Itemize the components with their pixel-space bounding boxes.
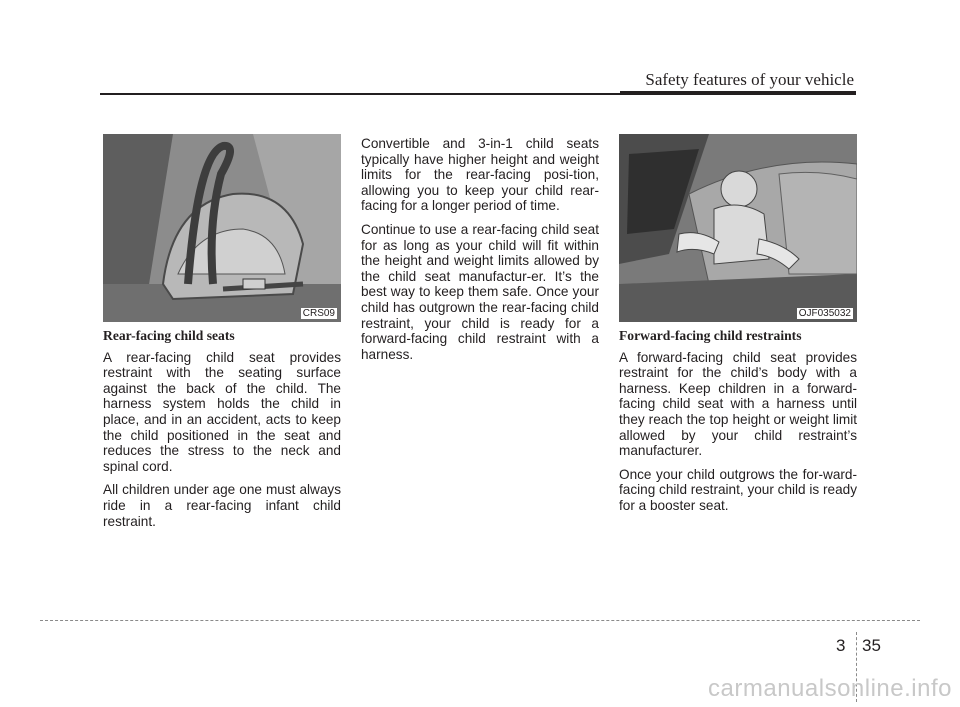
paragraph: All children under age one must always ride in a rear-facing infant child restraint. (103, 482, 341, 529)
header-rule-accent (620, 91, 856, 95)
section-subheading: Forward-facing child restraints (619, 328, 802, 343)
page-number: 35 (862, 636, 881, 655)
paragraph: Convertible and 3-in-1 child seats typically have higher height and weight limits for the rear-facing posi-tion, allowing you to keep your child rear-facing for a longer period of time. (361, 136, 599, 214)
figure-code-label: CRS09 (302, 308, 335, 319)
chapter-number: 3 (836, 636, 846, 655)
paragraph: A forward-facing child seat provides restraint for the child’s body with a harness. Keep children in a forward-facing child seat with a harness until they reach the top height or weight limit allowed by your child restraint’s manufacturer. (619, 349, 857, 459)
section-subheading: Rear-facing child seats (103, 328, 235, 343)
middle-column (361, 136, 599, 370)
paragraph: Once your child outgrows the for-ward-facing child restraint, your child is ready for a booster seat. (619, 466, 857, 513)
figure-code-label: OJF035032 (798, 308, 851, 319)
page-header-title: Safety features of your vehicle (645, 70, 854, 89)
left-column (103, 328, 341, 537)
paragraph: Continue to use a rear-facing child seat for as long as your child will fit within the height and weight limits allowed by the child seat manufactur-er. It’s the best way to keep them safe. Once your child has outgrown the rear-facing child restraint, your child is ready for a forward-facing child restraint with a harness. (361, 221, 599, 362)
right-column (619, 328, 857, 522)
footer-divider (40, 620, 920, 621)
forward-facing-seat-figure (619, 134, 857, 322)
rear-facing-seat-figure (103, 134, 341, 322)
watermark: carmanualsonline.info (708, 675, 952, 702)
paragraph: A rear-facing child seat provides restraint with the seating surface against the back of the child. The harness system holds the child in place, and in an accident, acts to keep the child positioned in the seat and reduces the stress to the neck and spinal cord. (103, 349, 341, 474)
